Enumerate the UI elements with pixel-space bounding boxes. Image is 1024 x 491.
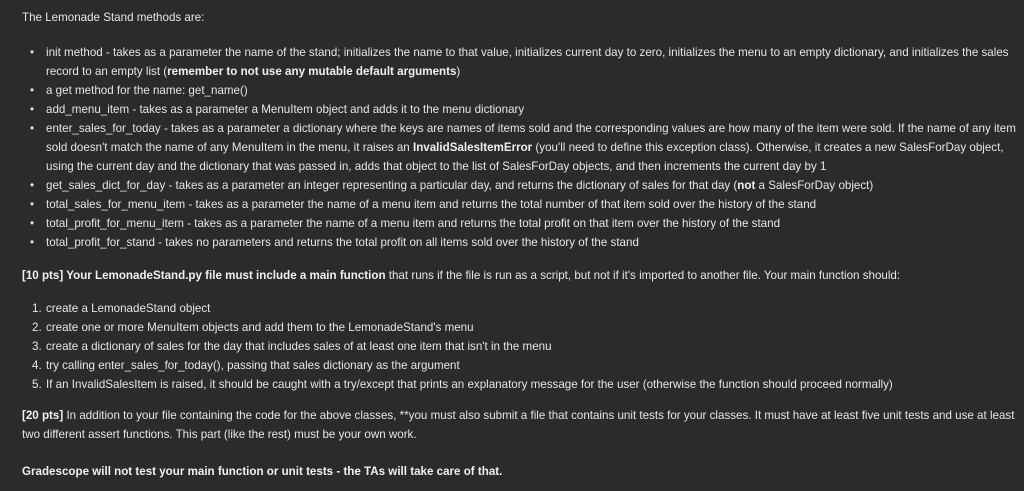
unit-tests-text: In addition to your file containing the code for the above classes, **you must also submit a file that contains unit tests for your classes. It must have at least five unit tests and use at least two different assert functions. This part (like the rest) must be your own work.: [22, 409, 1015, 441]
method-text: (you'll need to define this exception class). Otherwise, it creates a new SalesForDay object, using the current day and the dictionary that was passed in, adds that object to the list of SalesForDay objects, and then increments the current day by 1: [46, 141, 1004, 173]
method-text: add_menu_item - takes as a parameter a MenuItem object and adds it to the menu dictionary: [46, 103, 525, 116]
step-item: create a LemonadeStand object: [46, 302, 211, 315]
gradescope-note-text: Gradescope will not test your main function or unit tests - the TAs will take care of that.: [22, 465, 503, 478]
method-text: total_profit_for_stand - takes no parameters and returns the total profit on all items sold over the history of the stand: [46, 236, 639, 249]
assignment-document: [22, 8, 1016, 481]
method-text: total_sales_for_menu_item - takes as a parameter the name of a menu item and returns the total number of that item sold over the history of the stand: [46, 198, 817, 211]
method-item-get-name: [46, 81, 1016, 100]
method-text: init method - takes as a parameter the name of the stand; initializes the name to that value, initializes current day to zero, initializes the menu to an empty dictionary, and initializes the sales record to an empty list (: [46, 46, 1009, 78]
method-text: a SalesForDay object): [755, 179, 874, 192]
step-item: If an InvalidSalesItem is raised, it should be caught with a try/except that prints an explanatory message for the user (otherwise the function should proceed normally): [46, 378, 893, 391]
method-text: a get method for the name: get_name(): [46, 84, 248, 97]
method-item-total-profit-stand: [46, 233, 1016, 252]
exception-name: InvalidSalesItemError: [412, 141, 533, 154]
intro-text: The Lemonade Stand methods are:: [22, 11, 205, 24]
method-text: enter_sales_for_today - takes as a parameter a dictionary where the keys are names of items sold and the corresponding values are how many of the item were sold. If the name of any item sold doesn't match the name of any MenuItem in the menu, it raises an: [46, 122, 1016, 154]
method-item-total-sales: [46, 195, 1016, 214]
method-item-enter-sales: [46, 119, 1016, 176]
main-steps-list: [22, 299, 1016, 394]
method-emphasis: remember to not use any mutable default arguments: [167, 65, 457, 78]
method-item-get-sales-dict: [46, 176, 1016, 195]
main-function-text: that runs if the file is run as a script, but not if it's imported to another file. Your main function should:: [385, 269, 901, 282]
method-item-total-profit-item: [46, 214, 1016, 233]
method-item-add-menu-item: [46, 100, 1016, 119]
step-item: create one or more MenuItem objects and add them to the LemonadeStand's menu: [46, 321, 474, 334]
step-item: create a dictionary of sales for the day that includes sales of at least one item that isn't in the menu: [46, 340, 552, 353]
method-text: ): [456, 65, 461, 78]
unit-tests-section: [22, 406, 1016, 444]
method-emphasis: not: [737, 179, 756, 192]
gradescope-note: [22, 462, 1016, 481]
main-function-section: [22, 266, 1016, 285]
method-text: total_profit_for_menu_item - takes as a parameter the name of a menu item and returns the total profit on that item over the history of the stand: [46, 217, 781, 230]
method-item-init: [46, 43, 1016, 81]
main-function-heading: [10 pts] Your LemonadeStand.py file must include a main function: [22, 269, 386, 282]
step-item: try calling enter_sales_for_today(), passing that sales dictionary as the argument: [46, 359, 460, 372]
unit-tests-points: [20 pts]: [22, 409, 64, 422]
methods-list: [22, 43, 1016, 252]
method-text: get_sales_dict_for_day - takes as a parameter an integer representing a particular day, and returns the dictionary of sales for that day (: [46, 179, 738, 192]
